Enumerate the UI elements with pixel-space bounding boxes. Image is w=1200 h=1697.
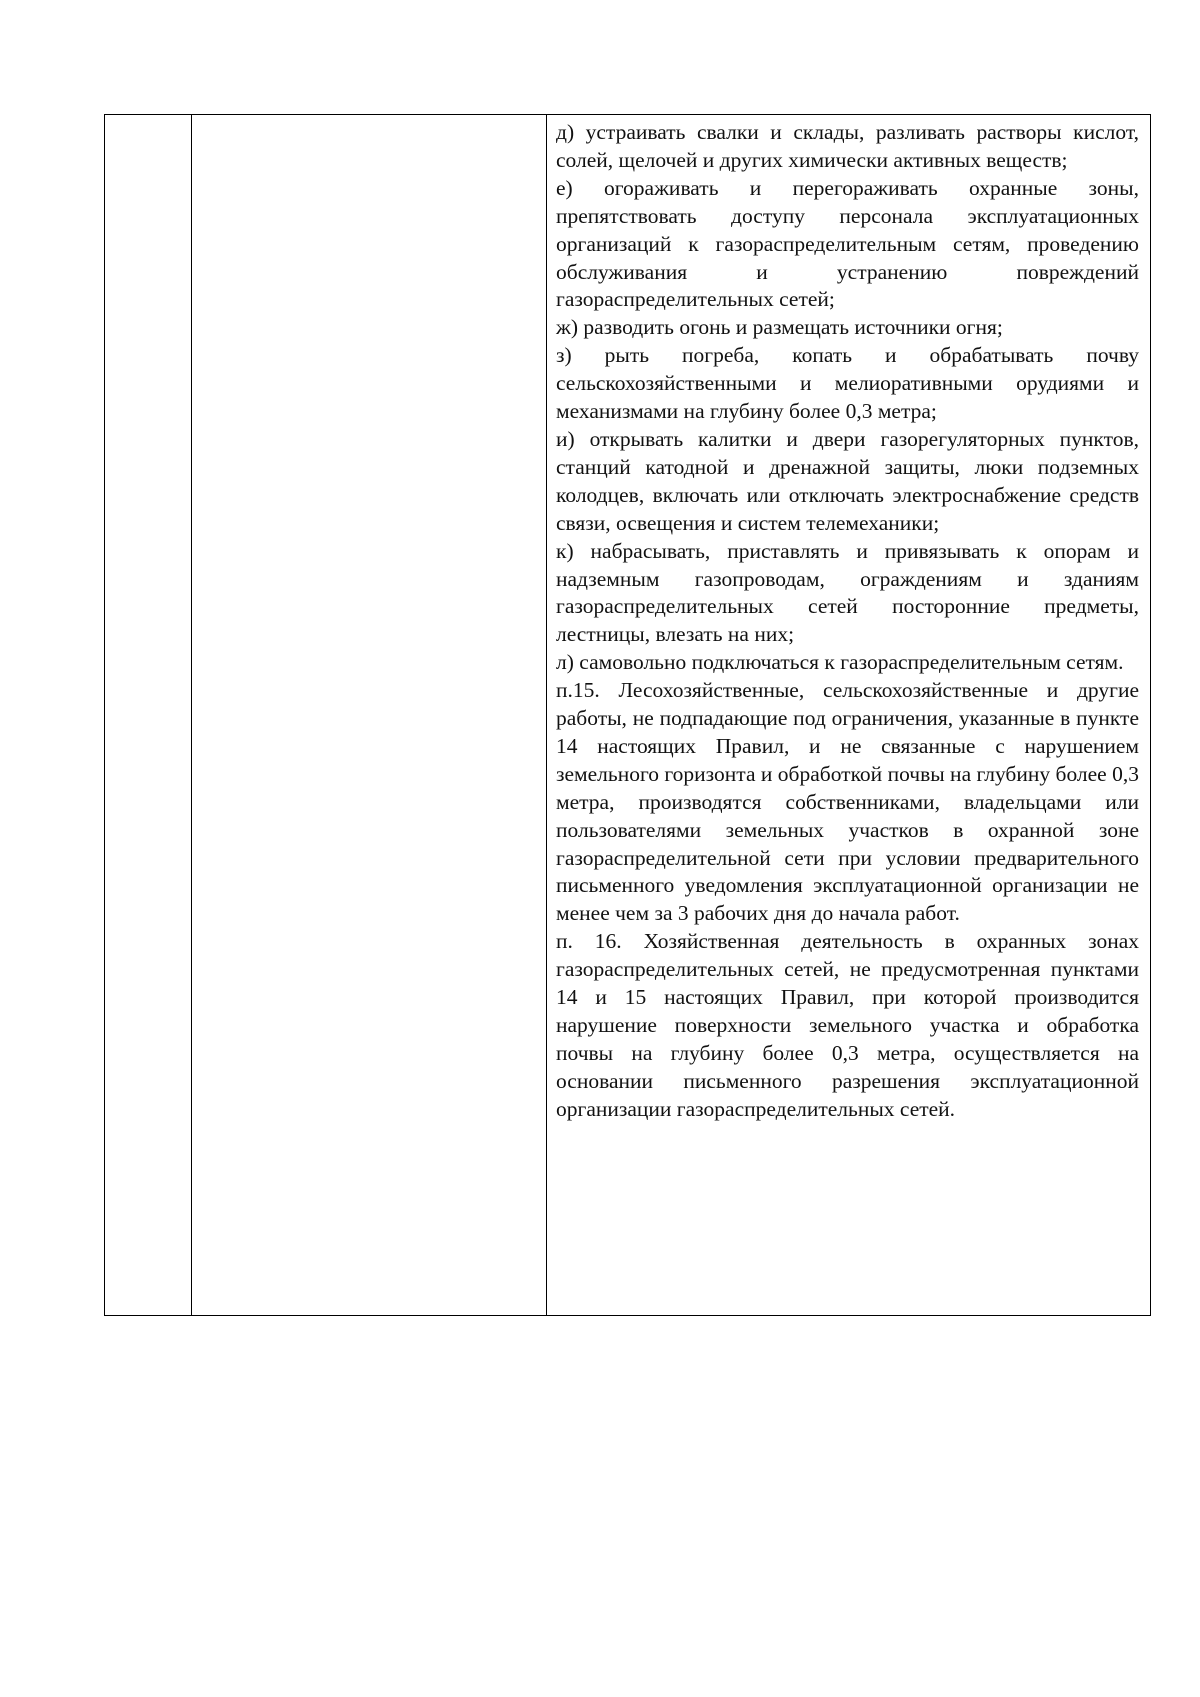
paragraph-i: и) открывать калитки и двери газорегуляторных пунктов, станций катодной и дренажной защиты, люки подземных колодцев, включать или отключать электроснабжение средств связи, освещения и систем телемеханики; xyxy=(556,426,1139,535)
name-cell xyxy=(192,115,547,1316)
paragraph-d: д) устраивать свалки и склады, разливать растворы кислот, солей, щелочей и других химически активных веществ; xyxy=(556,120,1139,172)
number-cell xyxy=(105,115,192,1316)
regulations-table xyxy=(104,114,1151,1316)
paragraph-z: з) рыть погреба, копать и обрабатывать почву сельскохозяйственными и мелиоративными орудиями и механизмами на глубину более 0,3 метра; xyxy=(556,343,1139,424)
clause-16: п. 16. Хозяйственная деятельность в охранных зонах газораспределительных сетей, не предусмотренная пунктами 14 и 15 настоящих Правил, при которой производится нарушение поверхности земельного участка и обработка почвы на глубину более 0,3 метра, осуществляется на основании письменного разрешения эксплуатационной организации газораспределительных сетей. xyxy=(556,929,1139,1121)
paragraph-k: к) набрасывать, приставлять и привязывать к опорам и надземным газопроводам, ограждениям и зданиям газораспределительных сетей посторонние предметы, лестницы, влезать на них; xyxy=(556,538,1139,647)
paragraph-e: е) огораживать и перегораживать охранные зоны, препятствовать доступу персонала эксплуатационных организаций к газораспределительным сетям, проведению обслуживания и устранению повреждений газораспределительных сетей; xyxy=(556,175,1139,312)
table-row xyxy=(105,115,1151,1316)
paragraph-l: л) самовольно подключаться к газораспределительным сетям. xyxy=(556,650,1124,675)
clause-15: п.15. Лесохозяйственные, сельскохозяйственные и другие работы, не подпадающие под ограничения, указанные в пункте 14 настоящих Правил, и не связанные с нарушением земельного горизонта и обработкой почвы на глубину более 0,3 метра, производятся собственниками, владельцами или пользователями земельных участков в охранной зоне газораспределительной сети при условии предварительного письменного уведомления эксплуатационной организации не менее чем за 3 рабочих дня до начала работ. xyxy=(556,678,1139,926)
paragraph-zh: ж) разводить огонь и размещать источники огня; xyxy=(556,315,1003,340)
restrictions-cell xyxy=(547,115,1151,1316)
restrictions-text xyxy=(547,115,1150,1124)
